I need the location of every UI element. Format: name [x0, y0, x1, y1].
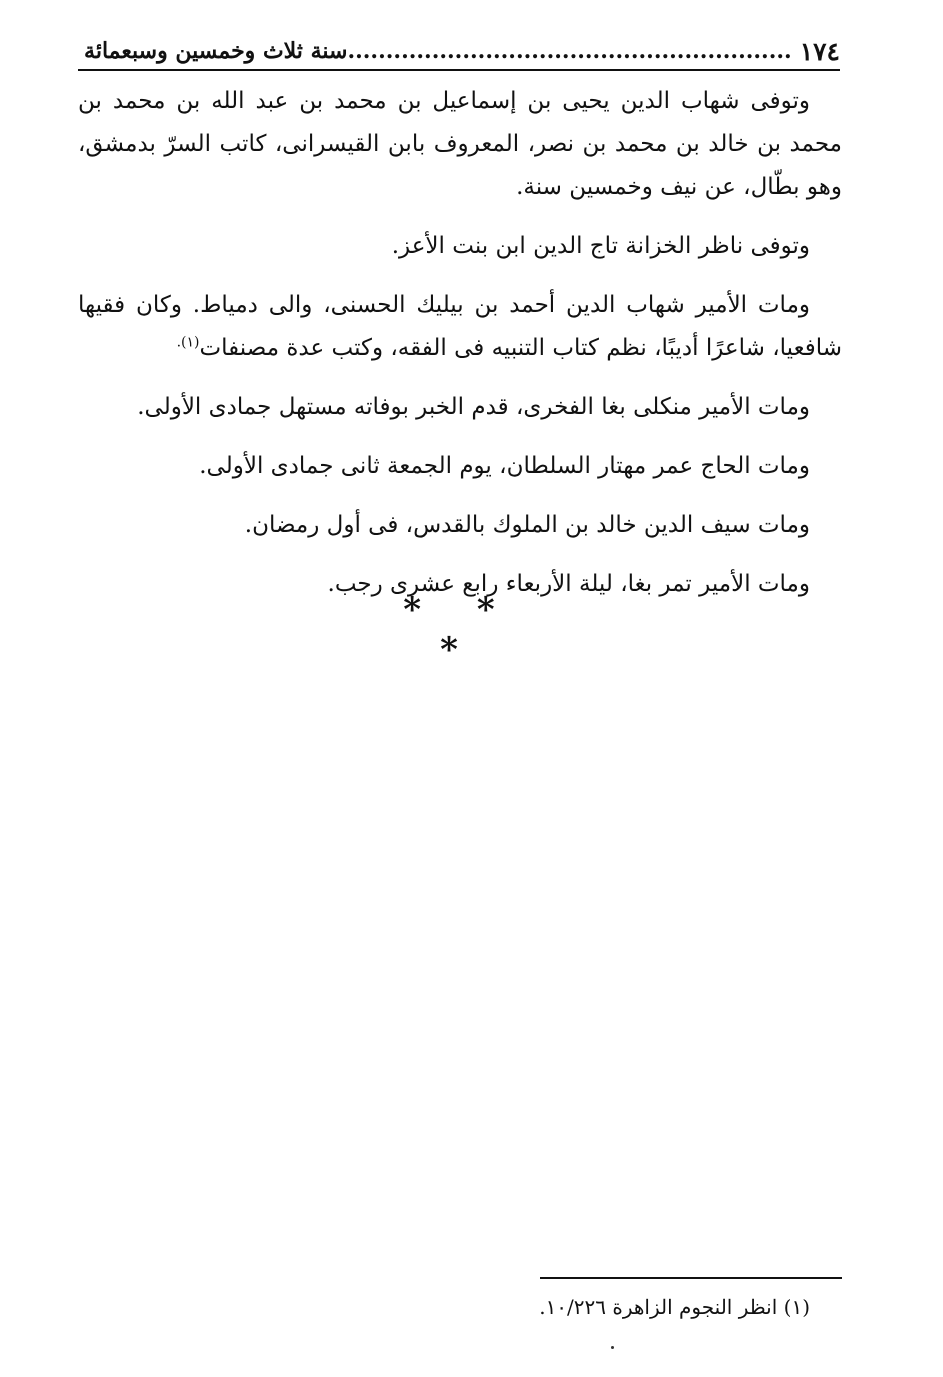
page-number: ١٧٤ [799, 36, 840, 66]
footnote-divider [540, 1277, 842, 1279]
main-text [78, 80, 842, 622]
paragraph-5: ومات الحاج عمر مهتار السلطان، يوم الجمعة ثانى جمادى الأولى. [199, 453, 810, 479]
footnote-reference: (١). [176, 334, 200, 351]
page-speck [611, 1346, 614, 1349]
paragraph-1: وتوفى شهاب الدين يحيى بن إسماعيل بن محمد بن عبد الله بن محمد بن محمد بن خالد بن محمد بن نصر، المعروف بابن القيسرانى، كاتب السرّ بدمشق، وهو بطّال، عن نيف وخمسين سنة. [78, 88, 842, 200]
section-separator: * * * [403, 590, 517, 670]
paragraph-2: وتوفى ناظر الخزانة تاج الدين ابن بنت الأعز. [391, 233, 810, 259]
paragraph-4: ومات الأمير منكلى بغا الفخرى، قدم الخبر بوفاته مستهل جمادى الأولى. [137, 394, 810, 420]
paragraph-6: ومات سيف الدين خالد بن الملوك بالقدس، فى أول رمضان. [244, 512, 810, 538]
running-header-title: ..........................................................سنة ثلاث وخمسين وسبعمائة [84, 38, 792, 64]
running-header [78, 33, 840, 71]
footnote: (١) انظر النجوم الزاهرة ١٠/٢٢٦. [539, 1295, 810, 1319]
paragraph-3-text: ومات الأمير شهاب الدين أحمد بن بيليك الحسنى، والى دمياط. وكان فقيها شافعيا، شاعرًا أديبًا، نظم كتاب التنبيه فى الفقه، وكتب عدة مصنفات [78, 292, 842, 361]
paragraph-7: ومات الأمير تمر بغا، ليلة الأربعاء رابع عشرى رجب. [327, 571, 810, 597]
paragraph-3 [78, 284, 842, 370]
